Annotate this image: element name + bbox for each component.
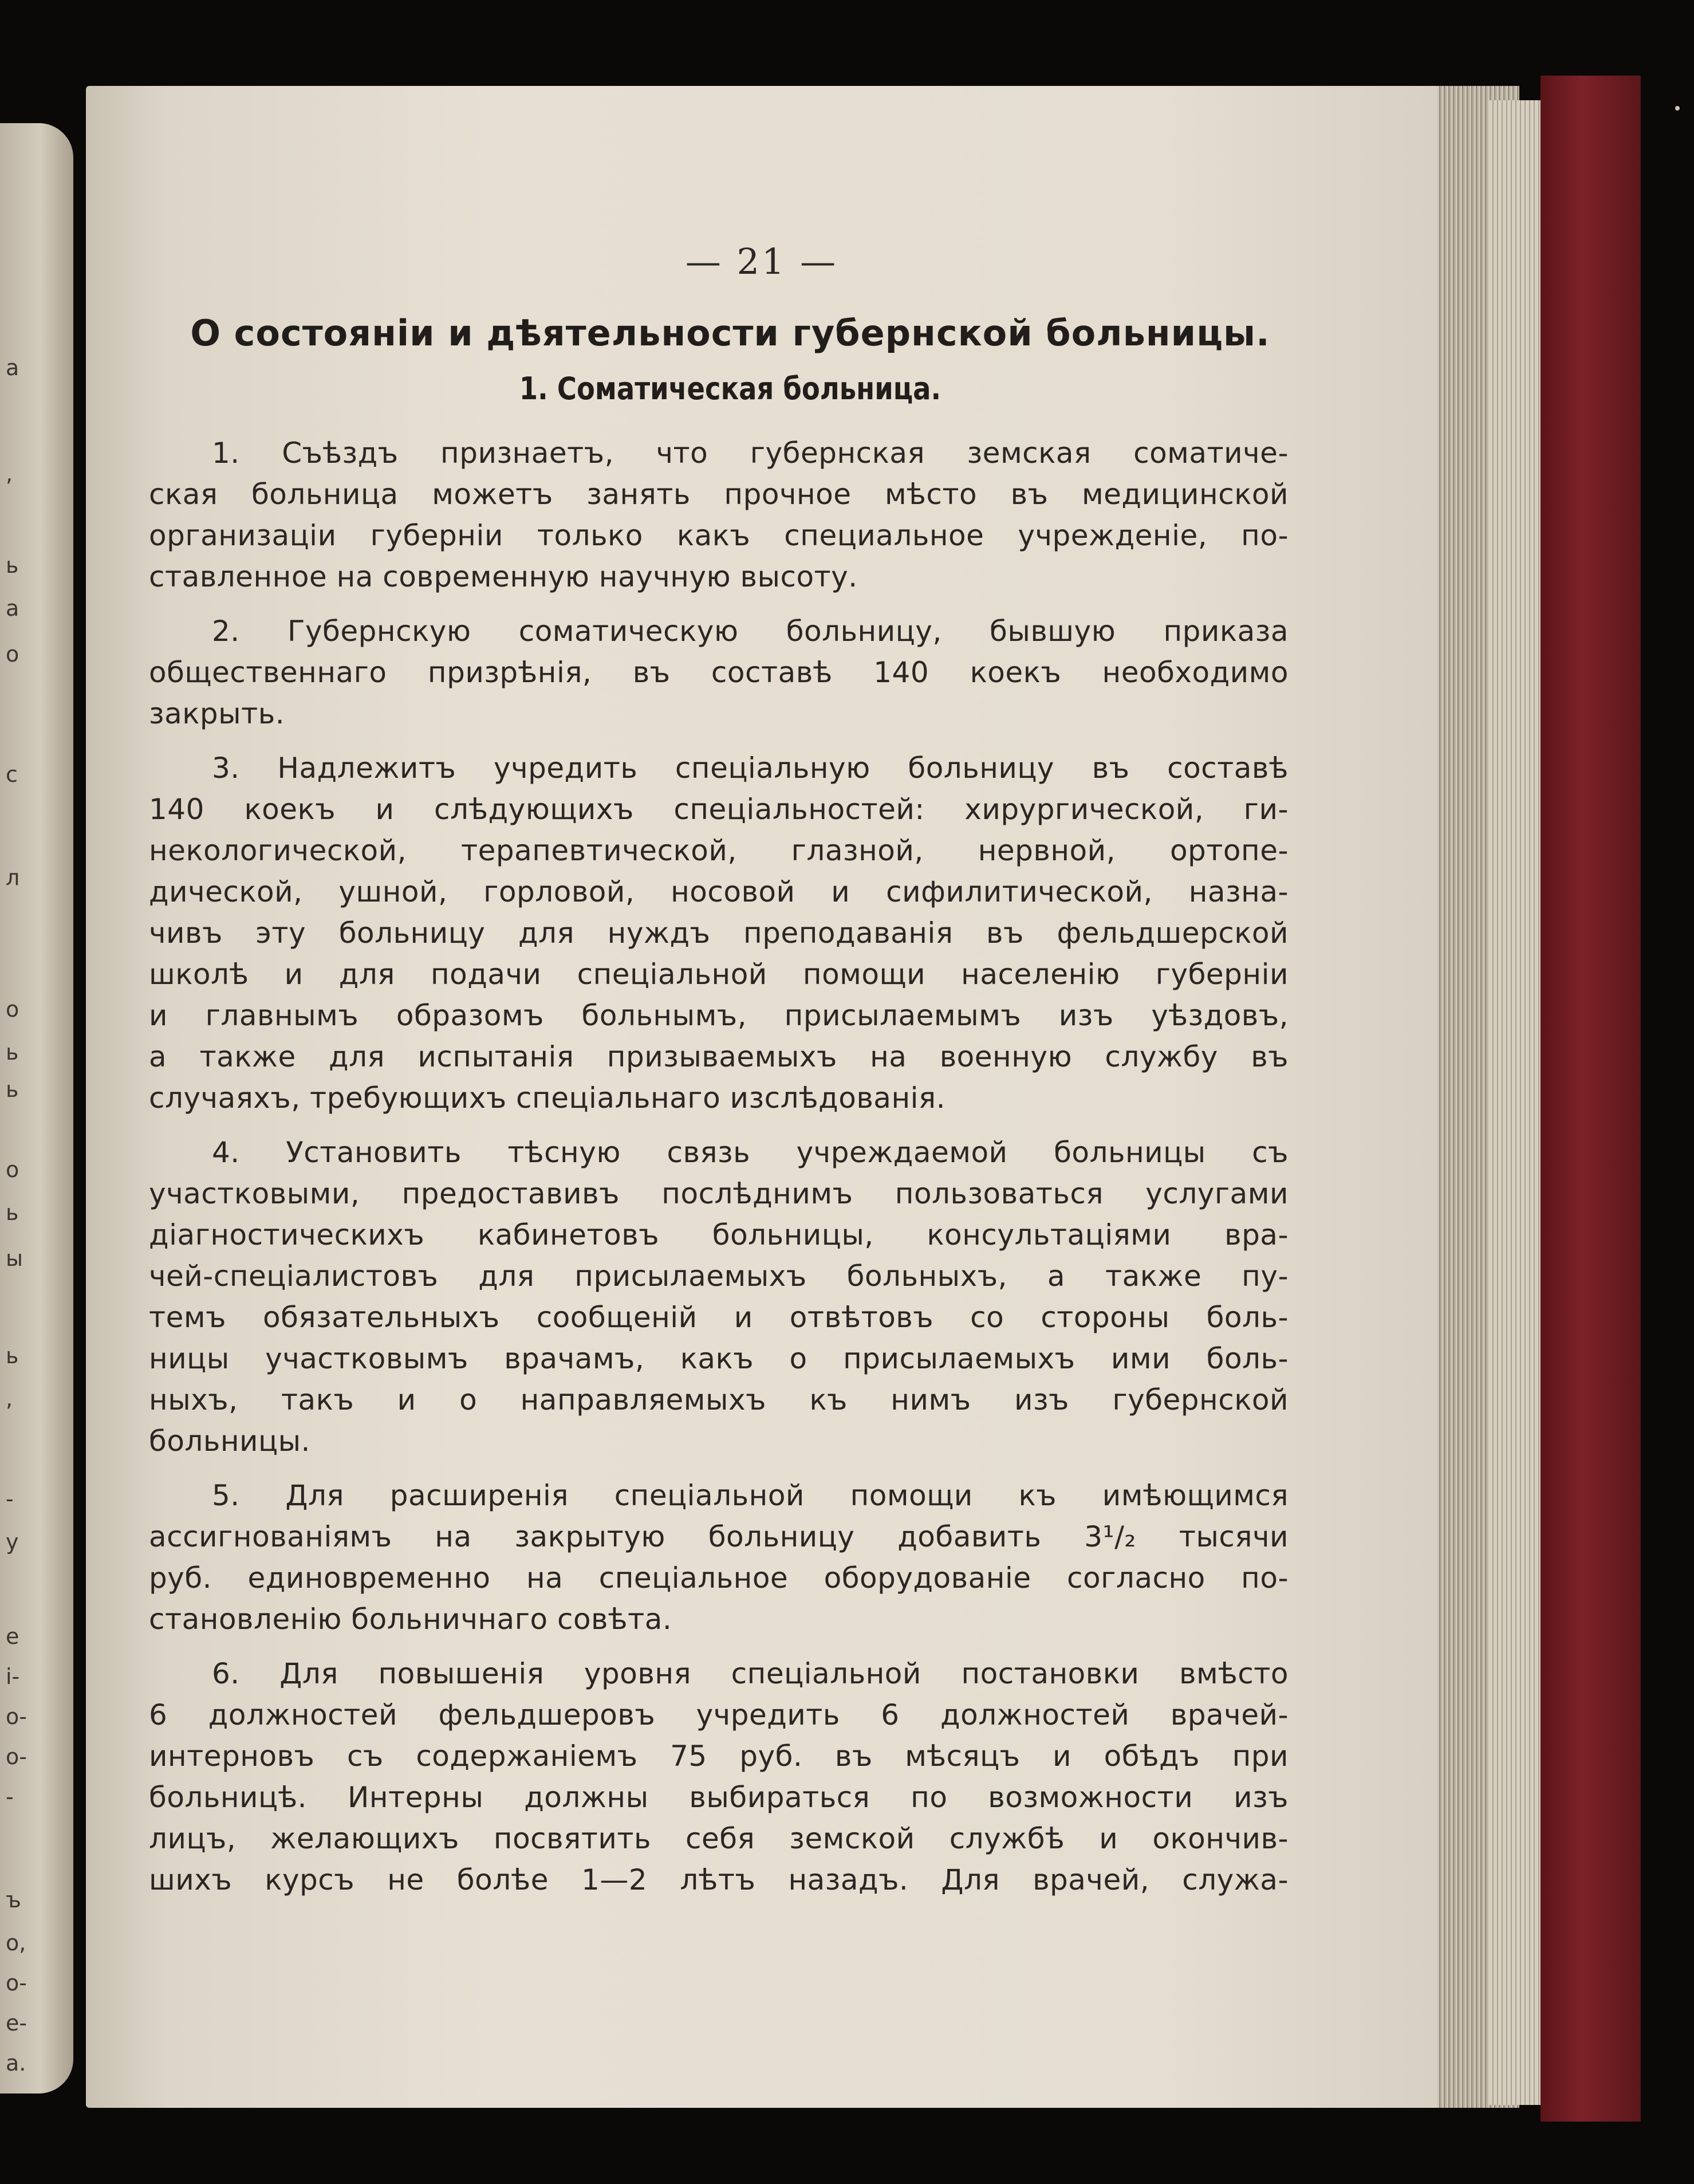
left-page-fragment: ы bbox=[6, 1246, 23, 1271]
left-page-fragment: о- bbox=[6, 1704, 27, 1729]
left-page-fragment: а bbox=[6, 596, 19, 621]
text-line: и главнымъ образомъ больнымъ, присылаемымъ изъ уѣздовъ, bbox=[149, 999, 1289, 1032]
left-page-fragment: с bbox=[6, 762, 18, 787]
speck bbox=[1675, 106, 1680, 111]
left-page-fragment: ъ bbox=[6, 1887, 21, 1913]
text-line: а также для испытанія призываемыхъ на военную службу въ bbox=[149, 1040, 1289, 1073]
left-page-fragment: , bbox=[6, 1386, 13, 1411]
text-line: 3. Надлежитъ учредить спеціальную больницу въ составѣ bbox=[212, 751, 1289, 785]
text-line: организаціи губерніи только какъ специальное учрежденіе, по- bbox=[149, 519, 1289, 552]
text-line: лицъ, желающихъ посвятить себя земской службѣ и окончив- bbox=[149, 1822, 1289, 1855]
text-line: 140 коекъ и слѣдующихъ спеціальностей: хирургической, ги- bbox=[149, 793, 1289, 826]
text-line: ныхъ, такъ и о направляемыхъ къ нимъ изъ губернской bbox=[149, 1383, 1289, 1416]
left-page-fragment: ь bbox=[6, 553, 19, 578]
left-page-fragment: ь bbox=[6, 1077, 19, 1102]
text-line: темъ обязательныхъ сообщеній и отвѣтовъ со стороны боль- bbox=[149, 1301, 1289, 1334]
text-line: больницы. bbox=[149, 1424, 310, 1458]
left-page-fragment: , bbox=[6, 461, 13, 486]
left-page-fragment: о bbox=[6, 642, 19, 667]
page-edges-outer bbox=[1489, 100, 1541, 2105]
section-title: О состояніи и дѣятельности губернской больницы. bbox=[190, 312, 1270, 354]
text-line: ставленное на современную научную высоту. bbox=[149, 560, 858, 593]
book-cover bbox=[1541, 76, 1641, 2122]
left-page-fragment: о bbox=[6, 1157, 19, 1182]
text-line: ская больница можетъ занять прочное мѣсто въ медицинской bbox=[149, 478, 1289, 511]
left-page-fragment: у bbox=[6, 1529, 19, 1555]
left-page-fragment: а. bbox=[6, 2051, 26, 2076]
text-line: некологической, терапевтической, глазной, нервной, ортопе- bbox=[149, 834, 1289, 867]
book-page bbox=[86, 86, 1437, 2108]
left-page-fragment: і- bbox=[6, 1664, 20, 1689]
text-line: больницѣ. Интерны должны выбираться по возможности изъ bbox=[149, 1781, 1289, 1814]
text-line: участковыми, предоставивъ послѣднимъ пользоваться услугами bbox=[149, 1177, 1289, 1210]
text-line: становленію больничнаго совѣта. bbox=[149, 1603, 672, 1636]
left-page-fragment: о, bbox=[6, 1930, 26, 1955]
text-line: ницы участковымъ врачамъ, какъ о присылаемыхъ ими боль- bbox=[149, 1342, 1289, 1375]
text-line: закрыть. bbox=[149, 697, 285, 730]
text-line: шихъ курсъ не болѣе 1—2 лѣтъ назадъ. Для врачей, служа- bbox=[149, 1863, 1289, 1896]
text-line: 4. Установить тѣсную связь учреждаемой больницы съ bbox=[212, 1136, 1289, 1169]
left-page-fragment: ь bbox=[6, 1343, 19, 1368]
left-page-fragment: о- bbox=[6, 1970, 27, 1996]
text-line: чей-спеціалистовъ для присылаемыхъ больныхъ, а также пу- bbox=[149, 1260, 1289, 1293]
text-line: 5. Для расширенія спеціальной помощи къ имѣющимся bbox=[212, 1479, 1289, 1512]
left-page-fragment: - bbox=[6, 1486, 14, 1512]
left-page-fragment: о- bbox=[6, 1744, 27, 1769]
text-line: интерновъ съ содержаніемъ 75 руб. въ мѣсяцъ и обѣдъ при bbox=[149, 1740, 1289, 1773]
left-page-fragment: ь bbox=[6, 1200, 19, 1225]
text-line: случаяхъ, требующихъ спеціальнаго изслѣдованія. bbox=[149, 1081, 946, 1115]
left-page-fragment: ь bbox=[6, 1040, 19, 1065]
text-line: діагностическихъ кабинетовъ больницы, консультаціями вра- bbox=[149, 1218, 1289, 1252]
text-line: общественнаго призрѣнія, въ составѣ 140 коекъ необходимо bbox=[149, 656, 1289, 689]
text-line: 1. Съѣздъ признаетъ, что губернская земская соматиче- bbox=[212, 436, 1289, 470]
left-page-fragment: е bbox=[6, 1624, 19, 1649]
text-line: 2. Губернскую соматическую больницу, бывшую приказа bbox=[212, 615, 1289, 648]
text-line: ассигнованіямъ на закрытую больницу добавить 3¹/₂ тысячи bbox=[149, 1520, 1289, 1553]
text-line: 6. Для повышенія уровня спеціальной постановки вмѣсто bbox=[212, 1657, 1289, 1690]
left-page-fragment: о bbox=[6, 997, 19, 1022]
text-line: школѣ и для подачи спеціальной помощи населенію губерніи bbox=[149, 958, 1289, 991]
subsection-title: 1. Соматическая больница. bbox=[519, 371, 941, 407]
left-facing-page bbox=[0, 123, 73, 2094]
text-line: дической, ушной, горловой, носовой и сифилитической, назна- bbox=[149, 875, 1289, 908]
text-line: 6 должностей фельдшеровъ учредить 6 должностей врачей- bbox=[149, 1698, 1289, 1732]
left-page-fragment: е- bbox=[6, 2010, 27, 2036]
text-line: чивъ эту больницу для нуждъ преподаванія въ фельдшерской bbox=[149, 916, 1289, 950]
page-number: — 21 — bbox=[685, 241, 838, 282]
left-page-fragment: л bbox=[6, 865, 20, 890]
text-line: руб. единовременно на спеціальное оборудованіе согласно по- bbox=[149, 1561, 1289, 1595]
left-page-fragment: а bbox=[6, 355, 19, 380]
left-page-fragment: - bbox=[6, 1784, 14, 1809]
